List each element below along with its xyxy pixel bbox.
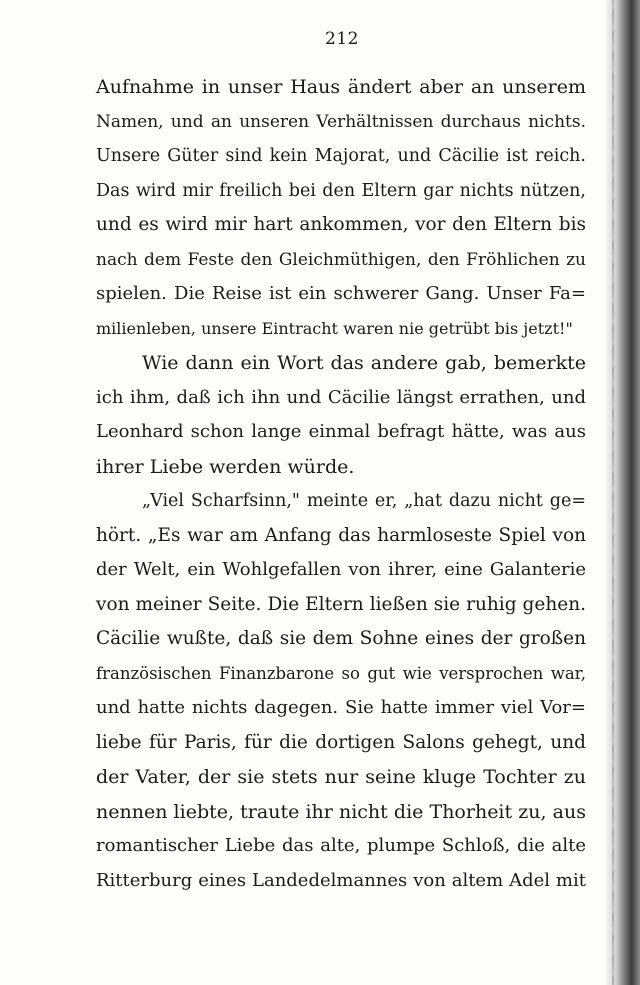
text-line: nennen liebte, traute ihr nicht die Thorheit zu, aus — [96, 800, 586, 823]
text-line: „Viel Scharfsinn," meinte er, „hat dazu nicht ge= — [142, 491, 586, 511]
body-text — [96, 70, 586, 898]
paragraph-3 — [96, 484, 586, 898]
text-line: milienleben, unsere Eintracht waren nie getrübt bis jetzt!" — [96, 318, 573, 338]
text-line: liebe für Paris, für die dortigen Salons gehegt, und — [96, 731, 586, 753]
text-line: Das wird mir freilich bei den Eltern gar nichts nützen, — [96, 180, 586, 201]
text-line: der Welt, ein Wohlgefallen von ihrer, eine Galanterie — [96, 559, 586, 580]
paragraph-1 — [96, 70, 586, 346]
text-line: Namen, und an unseren Verhältnissen durchaus nichts. — [96, 111, 586, 132]
text-line: Unsere Güter sind kein Majorat, und Cäcilie ist reich. — [96, 146, 586, 166]
text-line: hört. „Es war am Anfang das harmloseste Spiel von — [96, 524, 586, 546]
book-binding-edge — [606, 0, 640, 985]
text-line: französischen Finanzbarone so gut wie versprochen war, — [96, 663, 586, 683]
text-line: romantischer Liebe das alte, plumpe Schloß, die alte — [96, 835, 586, 856]
text-line: Cäcilie wußte, daß sie dem Sohne eines der großen — [96, 628, 586, 649]
text-line: Leonhard schon lange einmal befragt hätte, was aus — [96, 421, 586, 442]
page-number: 212 — [325, 29, 359, 49]
text-line: und es wird mir hart ankommen, vor den Eltern bis — [96, 214, 586, 235]
text-line: der Vater, der sie stets nur seine kluge Tochter zu — [96, 766, 586, 788]
text-line: nach dem Feste den Gleichmüthigen, den Fröhlichen zu — [96, 249, 586, 270]
text-line: ich ihm, daß ich ihn und Cäcilie längst errathen, und — [96, 386, 586, 408]
text-line: Aufnahme in unser Haus ändert aber an unserem — [96, 76, 586, 98]
text-line: spielen. Die Reise ist ein schwerer Gang. Unser Fa= — [96, 283, 586, 304]
text-line: von meiner Seite. Die Eltern ließen sie ruhig gehen. — [96, 593, 586, 615]
text-line: ihrer Liebe werden würde. — [96, 455, 355, 478]
text-line: Wie dann ein Wort das andere gab, bemerkte — [142, 352, 586, 374]
text-line: Ritterburg eines Landedelmannes von altem Adel mit — [96, 869, 586, 891]
text-line: und hatte nichts dagegen. Sie hatte immer viel Vor= — [96, 697, 586, 718]
paragraph-2 — [96, 346, 586, 484]
